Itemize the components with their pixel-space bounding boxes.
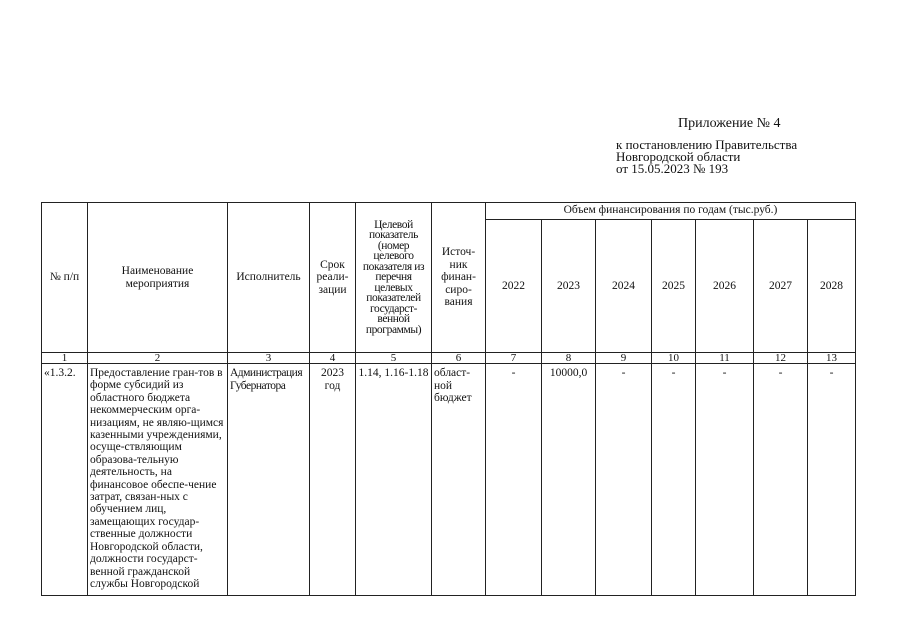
row-value-2025: - [652,364,696,596]
row-source: област-ной бюджет [432,364,486,596]
header-year-2028: 2028 [808,220,856,353]
column-number: 11 [696,353,754,364]
header-source: Источ-ник финан-сиро-вания [432,203,486,353]
row-target: 1.14, 1.16-1.18 [356,364,432,596]
annex-line-1: к постановлению Правительства [616,137,798,152]
column-number: 5 [356,353,432,364]
column-number: 7 [486,353,542,364]
header-funding-group: Объем финансирования по годам (тыс.руб.) [486,203,856,220]
row-value-2026: - [696,364,754,596]
column-number: 10 [652,353,696,364]
column-number: 2 [88,353,228,364]
column-number-row [42,353,856,364]
header-year-2027: 2027 [754,220,808,353]
header-year-2025: 2025 [652,220,696,353]
column-number: 4 [310,353,356,364]
annex-title: Приложение № 4 [678,116,781,131]
header-executor: Исполнитель [228,203,310,353]
header-num: № п/п [42,203,88,353]
column-number: 12 [754,353,808,364]
row-name: Предоставление гран-тов в форме субсидий из областного бюджета некоммерческим орга-низациям, не являю-щимся казенными учреждениями, осуще-ствляющим образова-тельную деятельность, на финансовое обеспе-чение затрат, связан-ных с обучением лиц, замещающих государ-ственные должности Новгородской области, должности государст-венной гражданской службы Новгородской [88,364,228,596]
column-number: 13 [808,353,856,364]
row-value-2022: - [486,364,542,596]
row-value-2028: - [808,364,856,596]
row-executor: Администрация Губернатора [228,364,310,596]
header-name: Наименование мероприятия [88,203,228,353]
row-term: 2023 год [310,364,356,596]
header-year-2023: 2023 [542,220,596,353]
header-row-1 [42,203,856,220]
column-number: 1 [42,353,88,364]
annex-block [616,118,876,178]
row-value-2023: 10000,0 [542,364,596,596]
row-value-2024: - [596,364,652,596]
column-number: 3 [228,353,310,364]
annex-line-2: Новгородской области [616,149,741,164]
header-term: Срок реали-зации [310,203,356,353]
table-row [42,364,856,596]
column-number: 6 [432,353,486,364]
column-number: 8 [542,353,596,364]
annex-line-3: от 15.05.2023 № 193 [616,161,729,176]
column-number: 9 [596,353,652,364]
row-num: «1.3.2. [42,364,88,596]
header-year-2026: 2026 [696,220,754,353]
header-target: Целевой показатель (номер целевого показателя из перечня целевых показателей государст-венной программы) [356,203,432,353]
header-year-2022: 2022 [486,220,542,353]
header-year-2024: 2024 [596,220,652,353]
row-value-2027: - [754,364,808,596]
funding-table [41,202,856,596]
